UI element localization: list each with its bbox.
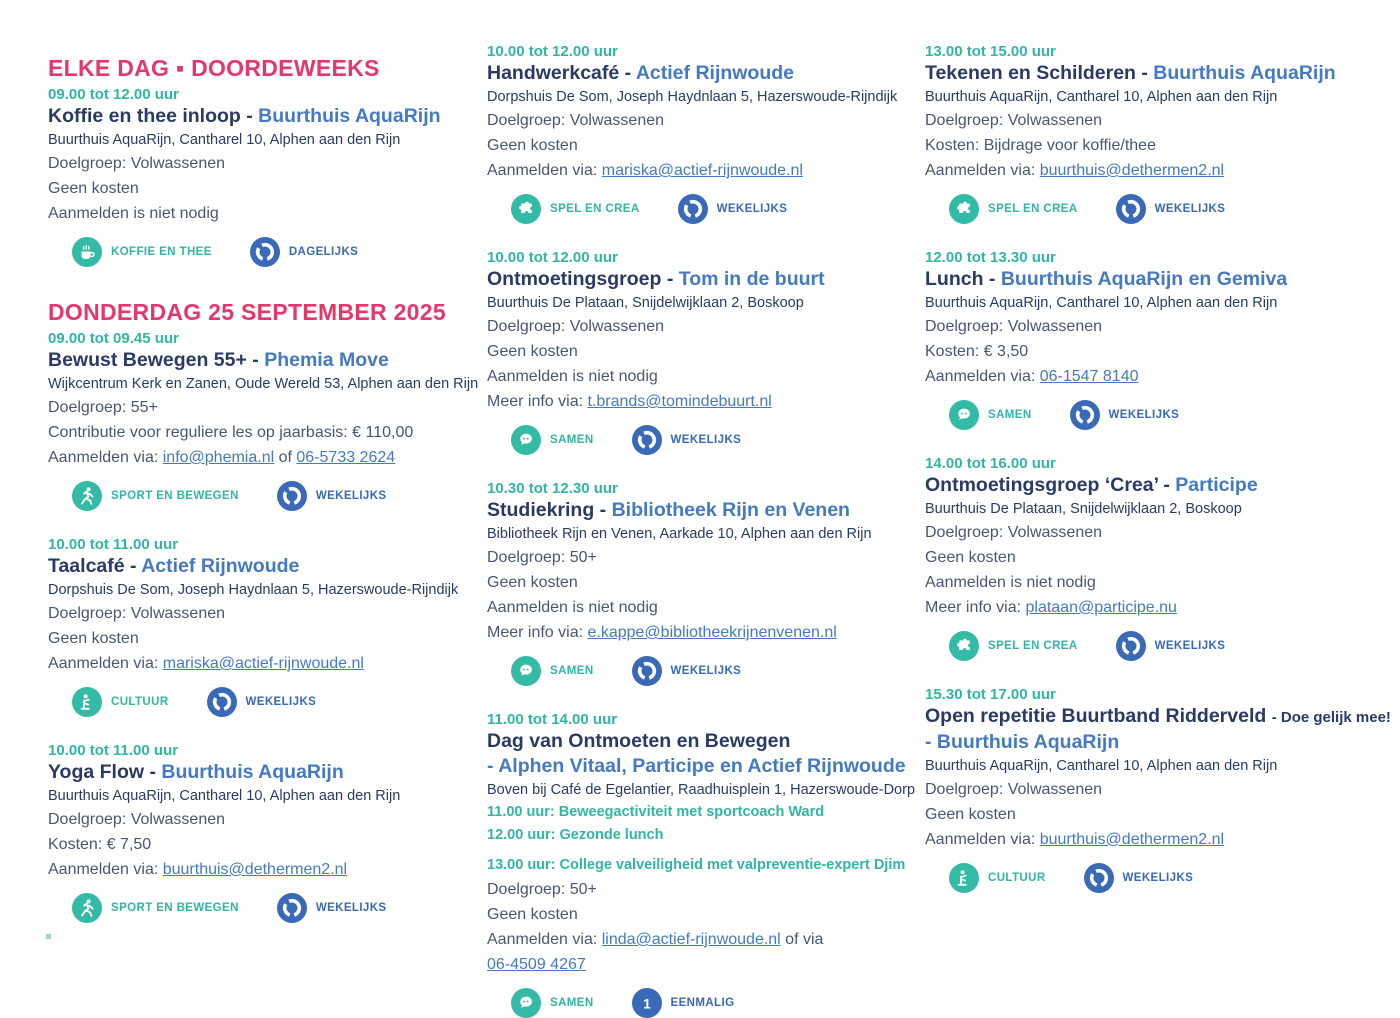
frequency-label: WEKELIJKS: [245, 696, 317, 708]
email-link[interactable]: buurthuis@dethermen2.nl: [1039, 162, 1225, 179]
signup-prefix: Aanmelden via:: [48, 655, 163, 672]
event-badges: [72, 237, 484, 267]
event-meer-info: [487, 620, 909, 645]
signup-prefix: Aanmelden via:: [48, 449, 163, 466]
event-aanmelden: [487, 158, 909, 183]
runner-icon: [72, 893, 102, 923]
event-doelgroep: Doelgroep: Volwassenen: [925, 318, 1103, 335]
frequency-label: EENMALIG: [670, 997, 735, 1009]
event-doelgroep: Doelgroep: Volwassenen: [925, 112, 1103, 129]
event-doelgroep: Doelgroep: Volwassenen: [48, 811, 226, 828]
email-link[interactable]: info@phemia.nl: [162, 449, 275, 466]
signup-prefix: Aanmelden via:: [925, 162, 1040, 179]
event-title: [487, 267, 909, 292]
event-time: 10.00 tot 11.00 uur: [48, 536, 179, 553]
event-location: Buurthuis AquaRijn, Cantharel 10, Alphen aan den Rijn: [925, 295, 1278, 311]
frequency-label: WEKELIJKS: [670, 434, 742, 446]
culture-icon: [949, 863, 979, 893]
event-organisation: Buurthuis AquaRijn: [1153, 62, 1336, 84]
event-title: [925, 61, 1373, 86]
frequency-badge: [1116, 631, 1226, 661]
signup-prefix: Meer info via:: [487, 624, 588, 641]
event-koffie-en-thee-inloop: [48, 85, 484, 267]
event-title: [48, 760, 484, 785]
category-badge: [72, 237, 212, 267]
event-location: Buurthuis De Plataan, Snijdelwijklaan 2, Boskoop: [925, 501, 1242, 517]
section-header-elke-dag: ELKE DAG ▪ DOORDEWEEKS: [48, 55, 380, 81]
coffee-cup-icon: [72, 237, 102, 267]
category-badge: [72, 481, 239, 511]
frequency-badge: [207, 687, 317, 717]
event-organisation: Participe: [1175, 474, 1258, 496]
event-time: 10.30 tot 12.30 uur: [487, 480, 618, 497]
event-open-repetitie-buurtband: [925, 685, 1391, 893]
frequency-label: WEKELIJKS: [1154, 640, 1226, 652]
event-aanmelden: Aanmelden is niet nodig: [925, 574, 1096, 591]
event-aanmelden: Aanmelden is niet nodig: [48, 205, 219, 222]
event-title-text: Open repetitie Buurtband Ridderveld: [925, 705, 1272, 727]
event-doelgroep: Doelgroep: Volwassenen: [925, 524, 1103, 541]
column-1: [48, 0, 484, 923]
event-organisation: - Buurthuis AquaRijn: [925, 731, 1120, 753]
event-badges: [949, 194, 1373, 224]
chat-icon: [511, 656, 541, 686]
frequency-badge: [1116, 194, 1226, 224]
event-taalcafe: [48, 535, 484, 717]
event-kosten: Geen kosten: [487, 137, 578, 154]
event-badges: [511, 194, 909, 224]
event-organisation: - Alphen Vitaal, Participe en Actief Rijnwoude: [487, 755, 906, 777]
signup-mid: of via: [780, 931, 824, 948]
event-location: Buurthuis De Plataan, Snijdelwijklaan 2, Boskoop: [487, 295, 804, 311]
email-link[interactable]: buurthuis@dethermen2.nl: [1039, 831, 1225, 848]
event-meer-info: [925, 595, 1373, 620]
event-badges: [72, 481, 484, 511]
event-title: [925, 267, 1373, 292]
category-label: SPEL EN CREA: [550, 203, 640, 215]
email-link[interactable]: buurthuis@dethermen2.nl: [162, 861, 348, 878]
event-title-text: Ontmoetingsgroep -: [487, 268, 674, 290]
event-title-text: Studiekring -: [487, 499, 607, 521]
event-aanmelden: [48, 445, 484, 470]
category-label: SPEL EN CREA: [988, 203, 1078, 215]
event-title: [48, 554, 484, 579]
event-title-text: Lunch -: [925, 268, 996, 290]
category-label: SAMEN: [550, 997, 594, 1009]
signup-prefix: Aanmelden via:: [48, 861, 163, 878]
signup-prefix: Meer info via:: [487, 393, 588, 410]
event-kosten: Kosten: Bijdrage voor koffie/thee: [925, 137, 1156, 154]
email-link[interactable]: plataan@participe.nu: [1025, 599, 1177, 616]
email-link[interactable]: mariska@actief-rijnwoude.nl: [162, 655, 364, 672]
event-doelgroep: Doelgroep: Volwassenen: [487, 318, 665, 335]
frequency-label: WEKELIJKS: [1122, 872, 1194, 884]
event-badges: [511, 656, 909, 686]
event-time: 10.00 tot 11.00 uur: [48, 742, 179, 759]
repeat-icon: [1116, 631, 1146, 661]
category-badge: [949, 194, 1078, 224]
phone-link[interactable]: 06-1547 8140: [1039, 368, 1139, 385]
repeat-icon: [250, 237, 280, 267]
category-label: SPORT EN BEWEGEN: [111, 490, 239, 502]
event-title: [487, 61, 909, 86]
event-organisation: Bibliotheek Rijn en Venen: [611, 499, 850, 521]
event-title-text: Yoga Flow -: [48, 761, 156, 783]
event-kosten: Geen kosten: [925, 549, 1016, 566]
frequency-badge: [1070, 400, 1180, 430]
event-time: 12.00 tot 13.30 uur: [925, 249, 1056, 266]
event-location: Buurthuis AquaRijn, Cantharel 10, Alphen aan den Rijn: [925, 758, 1278, 774]
category-label: CULTUUR: [988, 872, 1046, 884]
event-ontmoetingsgroep-crea: [925, 454, 1373, 661]
one-icon: [632, 988, 662, 1018]
event-badges: [72, 893, 484, 923]
event-location: Boven bij Café de Egelantier, Raadhuisplein 1, Hazerswoude-Dorp: [487, 782, 916, 798]
phone-link[interactable]: 06-4509 4267: [487, 956, 586, 973]
frequency-badge: [1084, 863, 1194, 893]
event-kosten: Geen kosten: [487, 343, 578, 360]
email-link[interactable]: mariska@actief-rijnwoude.nl: [601, 162, 803, 179]
event-title: [487, 498, 909, 523]
event-doelgroep: Doelgroep: Volwassenen: [925, 781, 1103, 798]
event-aanmelden: [925, 827, 1373, 852]
frequency-badge: [678, 194, 788, 224]
category-badge: [511, 194, 640, 224]
frequency-label: WEKELIJKS: [315, 902, 387, 914]
frequency-label: WEKELIJKS: [716, 203, 788, 215]
repeat-icon: [632, 656, 662, 686]
event-title-text: Dag van Ontmoeten en Bewegen: [487, 730, 791, 752]
event-kosten: Kosten: € 7,50: [48, 836, 152, 853]
event-badges: [72, 687, 484, 717]
event-dag-van-ontmoeten-en-bewegen: [487, 710, 916, 1018]
event-organisation: Buurthuis AquaRijn: [258, 105, 441, 127]
column-2: [487, 0, 916, 1018]
event-kosten: Contributie voor reguliere les op jaarbasis: € 110,00: [48, 424, 414, 441]
event-doelgroep: Doelgroep: Volwassenen: [48, 605, 226, 622]
event-location: Dorpshuis De Som, Joseph Haydnlaan 5, Hazerswoude-Rijndijk: [48, 582, 459, 598]
event-badges: [511, 988, 909, 1018]
program-item-3: 13.00 uur: College valveiligheid met valpreventie-expert Djim: [487, 857, 906, 873]
event-title: [925, 473, 1373, 498]
event-time: 09.00 tot 12.00 uur: [48, 86, 179, 103]
frequency-label: WEKELIJKS: [315, 490, 387, 502]
event-kosten: Geen kosten: [48, 630, 139, 647]
event-organisation: Buurthuis AquaRijn: [161, 761, 344, 783]
email-link[interactable]: t.brands@tomindebuurt.nl: [587, 393, 772, 410]
program-item-1: 11.00 uur: Beweegactiviteit met sportcoach Ward: [487, 804, 825, 820]
event-title-text: Ontmoetingsgroep ‘Crea’ -: [925, 474, 1170, 496]
event-aanmelden: Aanmelden is niet nodig: [487, 599, 658, 616]
column-3: [925, 0, 1391, 893]
event-studiekring: [487, 479, 909, 686]
program-item-2: 12.00 uur: Gezonde lunch: [487, 827, 664, 843]
frequency-badge: [277, 893, 387, 923]
event-organisation: Tom in de buurt: [678, 268, 825, 290]
frequency-badge: [632, 988, 735, 1018]
category-badge: [72, 687, 169, 717]
event-ontmoetingsgroep: [487, 248, 909, 455]
event-doelgroep: Doelgroep: Volwassenen: [48, 155, 226, 172]
event-title: [48, 348, 484, 373]
category-badge: [511, 425, 594, 455]
culture-icon: [72, 687, 102, 717]
event-title-suffix: - Doe gelijk mee!: [1271, 709, 1391, 726]
event-time: 09.00 tot 09.45 uur: [48, 330, 179, 347]
category-badge: [949, 400, 1032, 430]
event-aanmelden: [48, 857, 484, 882]
section-header-donderdag: DONDERDAG 25 SEPTEMBER 2025: [48, 299, 446, 325]
event-bewust-bewegen-55plus: [48, 329, 484, 511]
event-time: 14.00 tot 16.00 uur: [925, 455, 1056, 472]
event-kosten: Geen kosten: [487, 574, 578, 591]
event-meer-info: [487, 389, 909, 414]
repeat-icon: [1116, 194, 1146, 224]
event-time: 13.00 tot 15.00 uur: [925, 43, 1056, 60]
event-time: 10.00 tot 12.00 uur: [487, 43, 618, 60]
event-title-text: Handwerkcafé -: [487, 62, 632, 84]
event-location: Buurthuis AquaRijn, Cantharel 10, Alphen aan den Rijn: [48, 788, 401, 804]
event-aanmelden: Aanmelden is niet nodig: [487, 368, 658, 385]
event-time: 10.00 tot 12.00 uur: [487, 249, 618, 266]
frequency-label: WEKELIJKS: [1154, 203, 1226, 215]
category-label: SPEL EN CREA: [988, 640, 1078, 652]
chat-icon: [511, 425, 541, 455]
event-badges: [949, 863, 1373, 893]
event-title-text: Bewust Bewegen 55+ -: [48, 349, 259, 371]
frequency-badge: [632, 425, 742, 455]
email-link[interactable]: linda@actief-rijnwoude.nl: [601, 931, 781, 948]
category-badge: [511, 656, 594, 686]
event-badges: [949, 631, 1373, 661]
category-label: CULTUUR: [111, 696, 169, 708]
frequency-label: DAGELIJKS: [288, 246, 359, 258]
signup-prefix: Meer info via:: [925, 599, 1026, 616]
event-aanmelden: [487, 927, 909, 952]
frequency-label: WEKELIJKS: [1108, 409, 1180, 421]
event-aanmelden: [48, 651, 484, 676]
repeat-icon: [277, 481, 307, 511]
event-time: 11.00 tot 14.00 uur: [487, 711, 618, 728]
event-kosten: Kosten: € 3,50: [925, 343, 1029, 360]
event-location: Buurthuis AquaRijn, Cantharel 10, Alphen aan den Rijn: [925, 89, 1278, 105]
event-lunch: [925, 248, 1373, 430]
event-title-text: Koffie en thee inloop -: [48, 105, 253, 127]
signup-prefix: Aanmelden via:: [925, 368, 1040, 385]
category-label: KOFFIE EN THEE: [111, 246, 212, 258]
event-title: [48, 104, 484, 129]
frequency-badge: [277, 481, 387, 511]
event-organisation: Buurthuis AquaRijn en Gemiva: [1000, 268, 1288, 290]
repeat-icon: [632, 425, 662, 455]
category-label: SAMEN: [550, 665, 594, 677]
event-tekenen-en-schilderen: [925, 42, 1373, 224]
event-location: Dorpshuis De Som, Joseph Haydnlaan 5, Hazerswoude-Rijndijk: [487, 89, 898, 105]
event-doelgroep: Doelgroep: 50+: [487, 881, 597, 898]
frequency-badge: [250, 237, 358, 267]
repeat-icon: [1070, 400, 1100, 430]
signup-prefix: Aanmelden via:: [925, 831, 1040, 848]
event-kosten: Geen kosten: [487, 906, 578, 923]
event-aanmelden: [925, 158, 1373, 183]
category-label: SAMEN: [550, 434, 594, 446]
category-label: SPORT EN BEWEGEN: [111, 902, 239, 914]
event-kosten: Geen kosten: [48, 180, 139, 197]
repeat-icon: [207, 687, 237, 717]
event-aanmelden: [925, 364, 1373, 389]
category-badge: [511, 988, 594, 1018]
frequency-badge: [632, 656, 742, 686]
event-phone-line: [487, 952, 909, 977]
event-handwerkcafe: [487, 42, 909, 224]
puzzle-icon: [949, 194, 979, 224]
repeat-icon: [1084, 863, 1114, 893]
email-link[interactable]: e.kappe@bibliotheekrijnenvenen.nl: [587, 624, 837, 641]
frequency-label: WEKELIJKS: [670, 665, 742, 677]
chat-icon: [949, 400, 979, 430]
event-kosten: Geen kosten: [925, 806, 1016, 823]
event-location: Wijkcentrum Kerk en Zanen, Oude Wereld 53, Alphen aan den Rijn: [48, 376, 479, 392]
category-badge: [949, 863, 1046, 893]
phone-link[interactable]: 06-5733 2624: [296, 449, 396, 466]
repeat-icon: [277, 893, 307, 923]
event-yoga-flow: [48, 741, 484, 923]
category-badge: [949, 631, 1078, 661]
event-title: [925, 704, 1391, 730]
repeat-icon: [678, 194, 708, 224]
puzzle-icon: [949, 631, 979, 661]
event-location: Bibliotheek Rijn en Venen, Aarkade 10, Alphen aan den Rijn: [487, 526, 872, 542]
event-organisation: Actief Rijnwoude: [635, 62, 795, 84]
runner-icon: [72, 481, 102, 511]
category-label: SAMEN: [988, 409, 1032, 421]
event-badges: [949, 400, 1373, 430]
event-organisation: Actief Rijnwoude: [141, 555, 300, 577]
signup-prefix: Aanmelden via:: [487, 162, 602, 179]
svg-text:1: 1: [642, 995, 651, 1012]
event-badges: [511, 425, 909, 455]
event-doelgroep: Doelgroep: Volwassenen: [487, 112, 665, 129]
category-badge: [72, 893, 239, 923]
signup-mid: of: [274, 449, 297, 466]
event-location: Buurthuis AquaRijn, Cantharel 10, Alphen aan den Rijn: [48, 132, 401, 148]
stray-print-mark: [46, 934, 51, 939]
chat-icon: [511, 988, 541, 1018]
event-doelgroep: Doelgroep: 55+: [48, 399, 158, 416]
event-organisation: Phemia Move: [264, 349, 389, 371]
event-title-text: Tekenen en Schilderen -: [925, 62, 1148, 84]
event-time: 15.30 tot 17.00 uur: [925, 686, 1056, 703]
event-doelgroep: Doelgroep: 50+: [487, 549, 597, 566]
event-title: [487, 729, 909, 754]
signup-prefix: Aanmelden via:: [487, 931, 602, 948]
puzzle-icon: [511, 194, 541, 224]
event-title-text: Taalcafé -: [48, 555, 137, 577]
